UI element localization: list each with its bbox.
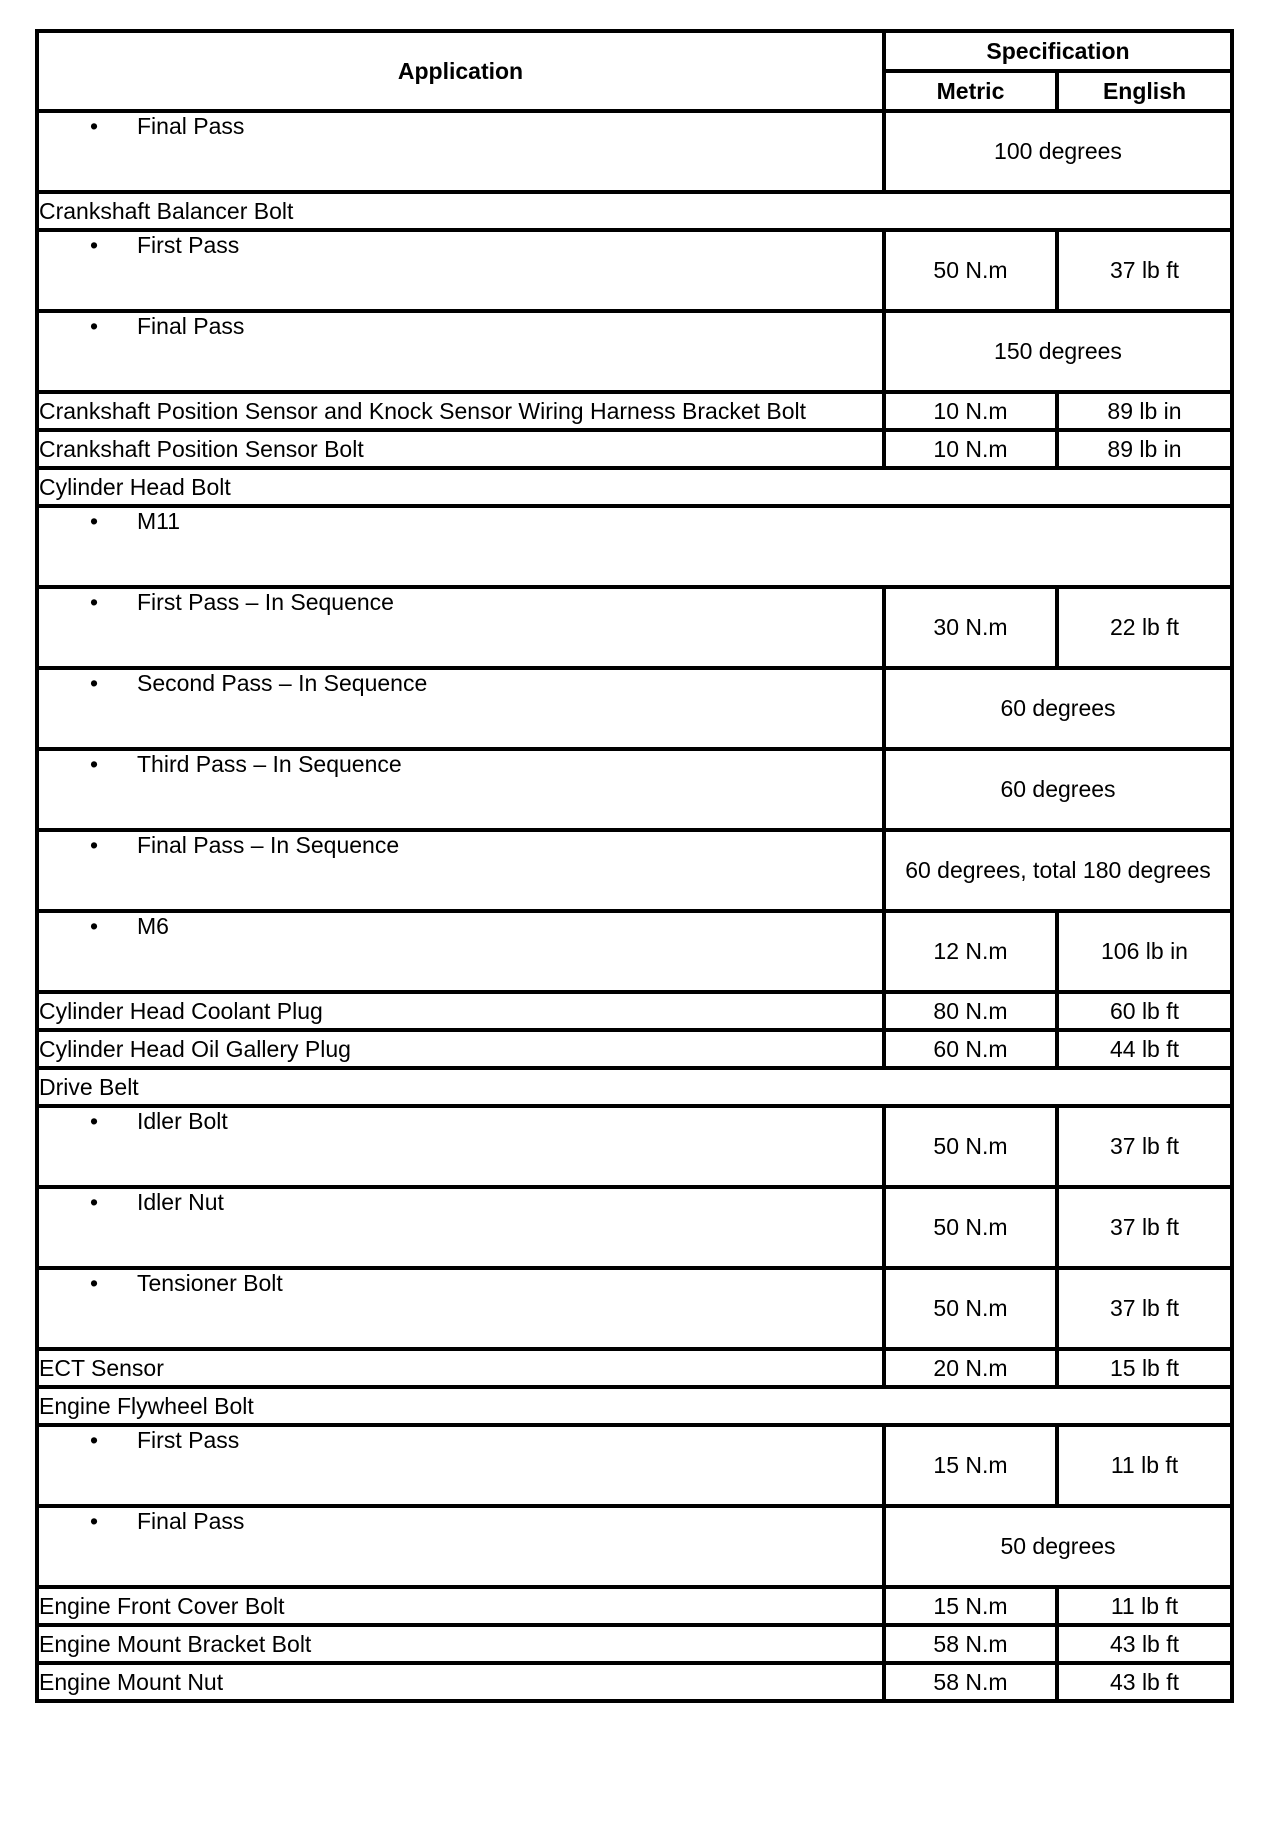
table-row	[37, 1425, 1232, 1506]
table-row	[37, 506, 1232, 587]
table-row	[37, 230, 1232, 311]
table-row	[37, 1387, 1232, 1425]
sub-item-label: M6	[137, 913, 169, 939]
bullet-icon: •	[89, 1508, 99, 1534]
spanned-value: 150 degrees	[884, 311, 1232, 392]
group-label: Drive Belt	[37, 1068, 1232, 1106]
english-value: 89 lb in	[1057, 430, 1232, 468]
sub-item-label: Idler Bolt	[137, 1108, 228, 1134]
sub-item-cell	[37, 1187, 884, 1268]
sub-item-label: Final Pass	[137, 313, 245, 339]
item-label: Engine Mount Bracket Bolt	[37, 1625, 884, 1663]
sub-item-cell	[37, 111, 884, 192]
metric-value: 60 N.m	[884, 1030, 1057, 1068]
metric-value: 30 N.m	[884, 587, 1057, 668]
bullet-icon: •	[89, 113, 99, 139]
bullet-icon: •	[89, 589, 99, 615]
metric-value: 10 N.m	[884, 430, 1057, 468]
metric-value: 58 N.m	[884, 1663, 1057, 1701]
table-row	[37, 992, 1232, 1030]
sub-item-cell	[37, 668, 884, 749]
sub-item-label: First Pass – In Sequence	[137, 589, 394, 615]
sub-item-cell	[37, 830, 884, 911]
table-row	[37, 1349, 1232, 1387]
header-application: Application	[37, 31, 884, 111]
table-row	[37, 911, 1232, 992]
english-value: 11 lb ft	[1057, 1587, 1232, 1625]
group-label: Cylinder Head Bolt	[37, 468, 1232, 506]
table-row	[37, 111, 1232, 192]
sub-item-cell	[37, 587, 884, 668]
item-label: Cylinder Head Coolant Plug	[37, 992, 884, 1030]
sub-item-label: Idler Nut	[137, 1189, 224, 1215]
bullet-icon: •	[89, 313, 99, 339]
sub-item-label: Third Pass – In Sequence	[137, 751, 402, 777]
sub-item-cell	[37, 311, 884, 392]
sub-item-label: Final Pass	[137, 1508, 245, 1534]
table-row	[37, 192, 1232, 230]
item-label: ECT Sensor	[37, 1349, 884, 1387]
table-row	[37, 468, 1232, 506]
sub-item-cell	[37, 749, 884, 830]
english-value: 22 lb ft	[1057, 587, 1232, 668]
sub-item-cell	[37, 1268, 884, 1349]
english-value: 11 lb ft	[1057, 1425, 1232, 1506]
english-value: 44 lb ft	[1057, 1030, 1232, 1068]
sub-item-label: First Pass	[137, 232, 240, 258]
sub-item-cell	[37, 1425, 884, 1506]
bullet-icon: •	[89, 670, 99, 696]
table-row	[37, 1106, 1232, 1187]
spanned-value: 60 degrees, total 180 degrees	[884, 830, 1232, 911]
table-row	[37, 311, 1232, 392]
metric-value: 80 N.m	[884, 992, 1057, 1030]
table-row	[37, 392, 1232, 430]
english-value: 106 lb in	[1057, 911, 1232, 992]
table-row	[37, 587, 1232, 668]
sub-item-label: Tensioner Bolt	[137, 1270, 283, 1296]
english-value: 37 lb ft	[1057, 1106, 1232, 1187]
table-row	[37, 1506, 1232, 1587]
table-row	[37, 1030, 1232, 1068]
table-row	[37, 1068, 1232, 1106]
torque-spec-table	[35, 29, 1234, 1703]
table-row	[37, 830, 1232, 911]
metric-value: 15 N.m	[884, 1425, 1057, 1506]
sub-item-label: Second Pass – In Sequence	[137, 670, 428, 696]
table-row	[37, 1268, 1232, 1349]
item-label: Engine Front Cover Bolt	[37, 1587, 884, 1625]
metric-value: 50 N.m	[884, 1187, 1057, 1268]
table-row	[37, 1663, 1232, 1701]
table-row	[37, 668, 1232, 749]
group-label: Crankshaft Balancer Bolt	[37, 192, 1232, 230]
spanned-value: 100 degrees	[884, 111, 1232, 192]
metric-value: 50 N.m	[884, 1106, 1057, 1187]
table-row	[37, 1187, 1232, 1268]
english-value: 15 lb ft	[1057, 1349, 1232, 1387]
bullet-icon: •	[89, 913, 99, 939]
bullet-icon: •	[89, 1189, 99, 1215]
item-label: Engine Mount Nut	[37, 1663, 884, 1701]
bullet-icon: •	[89, 832, 99, 858]
spanned-value: 50 degrees	[884, 1506, 1232, 1587]
metric-value: 50 N.m	[884, 1268, 1057, 1349]
sub-item-cell	[37, 506, 1232, 587]
bullet-icon: •	[89, 1108, 99, 1134]
english-value: 37 lb ft	[1057, 230, 1232, 311]
bullet-icon: •	[89, 1270, 99, 1296]
group-label: Engine Flywheel Bolt	[37, 1387, 1232, 1425]
item-label: Crankshaft Position Sensor and Knock Sensor Wiring Harness Bracket Bolt	[37, 392, 884, 430]
sub-item-cell	[37, 911, 884, 992]
metric-value: 15 N.m	[884, 1587, 1057, 1625]
sub-item-label: First Pass	[137, 1427, 240, 1453]
spanned-value: 60 degrees	[884, 749, 1232, 830]
sub-item-label: M11	[137, 508, 181, 534]
english-value: 89 lb in	[1057, 392, 1232, 430]
header-english: English	[1057, 71, 1232, 111]
english-value: 43 lb ft	[1057, 1625, 1232, 1663]
english-value: 37 lb ft	[1057, 1268, 1232, 1349]
sub-item-cell	[37, 230, 884, 311]
header-specification: Specification	[884, 31, 1232, 71]
bullet-icon: •	[89, 751, 99, 777]
english-value: 60 lb ft	[1057, 992, 1232, 1030]
english-value: 37 lb ft	[1057, 1187, 1232, 1268]
english-value: 43 lb ft	[1057, 1663, 1232, 1701]
metric-value: 50 N.m	[884, 230, 1057, 311]
sub-item-label: Final Pass	[137, 113, 245, 139]
metric-value: 58 N.m	[884, 1625, 1057, 1663]
item-label: Crankshaft Position Sensor Bolt	[37, 430, 884, 468]
table-row	[37, 1587, 1232, 1625]
header-metric: Metric	[884, 71, 1057, 111]
sub-item-label: Final Pass – In Sequence	[137, 832, 400, 858]
table-row	[37, 1625, 1232, 1663]
metric-value: 20 N.m	[884, 1349, 1057, 1387]
sub-item-cell	[37, 1106, 884, 1187]
table-row	[37, 430, 1232, 468]
sub-item-cell	[37, 1506, 884, 1587]
bullet-icon: •	[89, 1427, 99, 1453]
item-label: Cylinder Head Oil Gallery Plug	[37, 1030, 884, 1068]
metric-value: 10 N.m	[884, 392, 1057, 430]
bullet-icon: •	[89, 232, 99, 258]
bullet-icon: •	[89, 508, 99, 534]
table-row	[37, 749, 1232, 830]
metric-value: 12 N.m	[884, 911, 1057, 992]
spanned-value: 60 degrees	[884, 668, 1232, 749]
table-body	[37, 111, 1232, 1701]
